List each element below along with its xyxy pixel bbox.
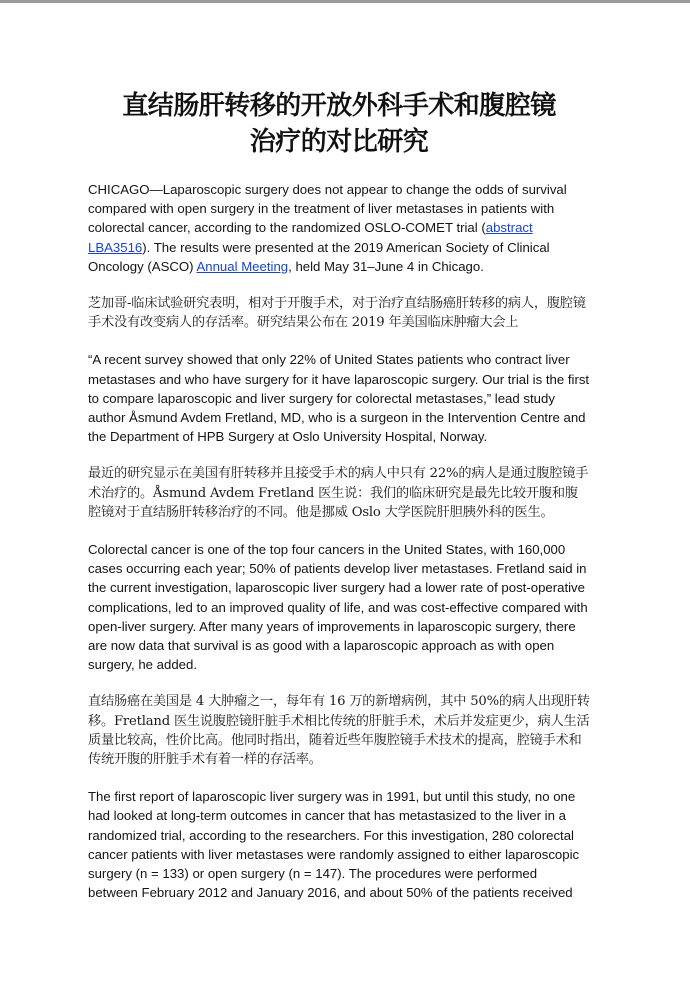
document-title xyxy=(82,88,596,160)
paragraph-quote-en: “A recent survey showed that only 22% of United States patients who contract liver metastases and who have surgery for it have laparoscopic surgery. Our trial is the first to compare laparoscopic and liver surgery for colorectal metastases,” lead study author Åsmund Avdem Fretland, MD, who is a surgeon in the Intervention Centre and the Department of HPB Surgery at Oslo University Hospital, Norway. xyxy=(88,352,590,445)
paragraph-intro-en xyxy=(88,180,590,276)
document-page xyxy=(88,88,590,921)
title-line-1: 直结肠肝转移的开放外科手术和腹腔镜 xyxy=(122,91,556,121)
paragraph-intro-zh: 芝加哥-临床试验研究表明，相对于开腹手术，对于治疗直结肠癌肝转移的病人，腹腔镜手术没有改变病人的存活率。研究结果公布在 2019 年美国临床肿瘤大会上 xyxy=(88,296,586,331)
paragraph-history-en: The first report of laparoscopic liver surgery was in 1991, but until this study, no one had looked at long-term outcomes in cancer that has metastasized to the liver in a randomized trial, according to the researchers. For this investigation, 280 colorectal cancer patients with liver metastases were randomly assigned to either laparoscopic surgery (n = 133) or open surgery (n = 147). The procedures were performed between February 2012 and January 2016, and about 50% of the patients received xyxy=(88,789,580,901)
annual-meeting-link[interactable]: Annual Meeting xyxy=(196,258,289,274)
paragraph-quote-zh: 最近的研究显示在美国有肝转移并且接受手术的病人中只有 22%的病人是通过腹腔镜手术治疗的。Åsmund Avdem Fretland 医生说：我们的临床研究是最先比较开腹和腹腔镜对于直结肠肝转移治疗的不同。他是挪威 Oslo 大学医院肝胆胰外科的医生。 xyxy=(88,466,589,520)
paragraph-stats-en: Colorectal cancer is one of the top four cancers in the United States, with 160,000 cases occurring each year; 50% of patients develop liver metastases. Fretland said in the current investigation, laparoscopic liver surgery had a lower rate of post-operative complications, led to an improved quality of life, and was cost-effective compared with open-liver surgery. After many years of improvements in laparoscopic surgery, there are now data that survival is as good with a laparoscopic approach as with open surgery, he added. xyxy=(88,542,588,673)
intro-text-b: ). The results were presented at the 2019 American Society of Clinical Oncology (ASCO) xyxy=(88,239,550,274)
intro-text-c: , held May 31–June 4 in Chicago. xyxy=(288,258,484,274)
page-top-border xyxy=(0,0,690,3)
abstract-link[interactable]: abstract LBA3516 xyxy=(88,220,533,255)
intro-text-a: CHICAGO—Laparoscopic surgery does not appear to change the odds of survival compared with open surgery in the treatment of liver metastases in patients with colorectal cancer, according to the randomized OSLO-COMET trial ( xyxy=(88,182,567,236)
paragraph-stats-zh: 直结肠癌在美国是 4 大肿瘤之一，每年有 16 万的新增病例，其中 50%的病人出现肝转移。Fretland 医生说腹腔镜肝脏手术相比传统的肝脏手术，术后并发症更少，病人生活质量比较高，性价比高。他同时指出，随着近些年腹腔镜手术技术的提高，腔镜手术和传统开腹的肝脏手术有着一样的存活率。 xyxy=(88,694,590,768)
title-line-2: 治疗的对比研究 xyxy=(249,127,429,157)
